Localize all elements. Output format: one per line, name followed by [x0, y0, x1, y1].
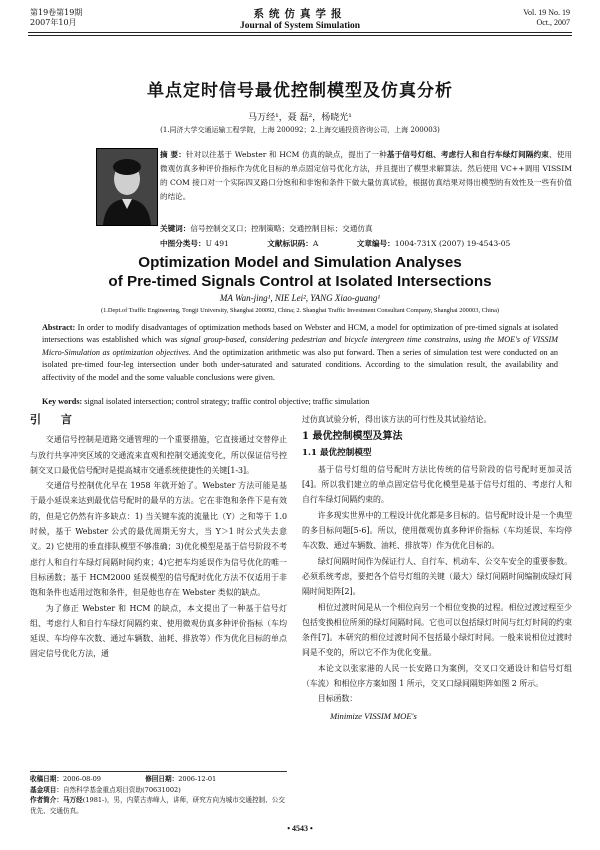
- intro-paragraph-3: 为了修正 Webster 和 HCM 的缺点，本文提出了一种基于信号灯组、考虑行人和自行车绿灯间隔约束、使用微观仿真多种评价指标（车均延误、车均停车次数、通过车辆数、油耗、排放等）作为优化目标的单点固定信号优化方法，通: [30, 603, 287, 659]
- author-bio-text: (1981-)，男，内蒙古赤峰人，讲师，研究方向为城市交通控制、公交优先、交通仿真。: [30, 796, 285, 815]
- authors-cn: 马万经¹，聂 磊²，杨晓光¹: [248, 113, 352, 123]
- paper-title-en: [0, 253, 600, 291]
- abstract-cn-bold: 基于信号灯组、考虑行人和自行车绿灯间隔约束: [386, 150, 549, 159]
- article-no-label: 文章编号：: [356, 239, 395, 248]
- abstract-cn-label: 摘 要：: [160, 150, 186, 159]
- abstract-en-italic: signal group-based, considering pedestrian and bicycle intergreen time constrains, using the MOE's of VISSIM Micro-Simulation as optimization objectives: [42, 335, 558, 357]
- abstract-en-text-1: In order to modify disadvantages of optimization methods based on Webster and HCM, a model for optimization of pre-timed signals at isolated intersections was established which was: [42, 323, 558, 345]
- journal-name-cn: 系统仿真学报: [253, 8, 347, 20]
- header-right: [523, 8, 570, 28]
- classification-cn: [160, 238, 572, 250]
- keywords-en: [42, 396, 558, 408]
- clc-label: 中图分类号：: [160, 239, 206, 248]
- intro-paragraph-2: 交通信号控制优化早在 1958 年就开始了。Webster 方法可能是基于最小延误来达到最优信号配时的最早的方法。它在非饱和条件下是有效的，但是它仍然有许多缺点：1) 当关键车流的流量比（Y）之和等于 1.0 时候，基于 Webster 公式的最优周期无穷大，当 Y＞1 时公式失去意义。2) 它使用的垂直排队模型不够准确；3)优化模型是基于信号阶段不考虑行人和自行车绿灯间隔时间约束；4)它把车均延误作为信号优化的唯一目标函数；基于 HCM2000 延误模型的信号配时优化方法不仅适用于非饱和条件也适用过饱和条件，但是他也存在 Webster 类似的缺点。: [30, 481, 287, 598]
- paper-title-en-line-1: Optimization Model and Simulation Analyses: [138, 254, 462, 271]
- keywords-cn-label: 关键词：: [160, 224, 191, 233]
- author-photo-image: [97, 149, 157, 225]
- keywords-en-text: signal isolated intersection; control strategy; traffic control objective; traffic simulation: [82, 397, 370, 406]
- received-date: 2006-08-09: [62, 775, 101, 783]
- intro-paragraph-1: 交通信号控制是道路交通管理的一个重要措施，它直接通过交替停止与放行共享冲突区域的交通流来直观和控制交通流变化，所以保证信号控制交叉口最优信号配时是提高城市交通系统使捷性的关键[1-3]。: [30, 435, 287, 475]
- objective-equation: Minimize VISSIM MOE's: [330, 710, 417, 721]
- paper-title-en-line-2: of Pre-timed Signals Control at Isolated Intersections: [108, 273, 492, 290]
- footnote-author: [30, 795, 287, 816]
- section-paragraph-5: 本论文以张家港的人民一长安路口为案例，交叉口交通设计和信号灯组（车流）和相位序方案如图 1 所示，交叉口绿间隔矩阵如图 2 所示。: [302, 663, 572, 689]
- section-1-heading: 1 最优控制模型及算法: [302, 431, 403, 443]
- left-column: [30, 412, 287, 662]
- footnote-dates: [30, 774, 287, 785]
- journal-name-en: Journal of System Simulation: [239, 21, 361, 31]
- footnote-fund: [30, 785, 287, 796]
- header-rule: [28, 32, 572, 33]
- keywords-cn: [160, 223, 572, 235]
- revised-date: 2006-12-01: [178, 775, 217, 783]
- header-rule-2: [28, 35, 572, 36]
- intro-heading: 引 言: [30, 413, 80, 426]
- abstract-cn-text-2: 、使用微观仿真多种评价指标作为优化目标的单点固定信号优化方法，并且提出了模型求解算法。然后使用 VC++调用 VISSIM 的 COM 接口对一个实际四叉路口分饱和和非饱和条件下做大量仿真试验，根据仿真结果对得出模型的有效性及一些有价值的结论。: [160, 150, 573, 201]
- author-bio-label: 作者简介：: [30, 796, 63, 804]
- section-paragraph-2: 许多现实世界中的工程设计优化都是多目标的。信号配时设计是一个典型的多目标问题[5-6]。所以，使用微观仿真多种评价指标（车均延误、车均停车次数、通过车辆数、油耗、排放等）作为优化目标的。: [302, 510, 572, 551]
- page-number: • 4543 •: [287, 824, 313, 833]
- abstract-en-text-2: . And the optimization arithmetic was also put forward. Then a series of simulation test were conducted on an isolated pre-timed four-leg intersection under both under-saturated and saturated conditions. According to the simulation result, the availability and affectivity of the model and the some valuable conclusions were given.: [42, 347, 558, 382]
- keywords-cn-text: 信号控制交叉口；控制策略；交通控制目标；交通仿真: [190, 224, 373, 233]
- author-photo: [96, 148, 158, 226]
- footnote: [30, 774, 287, 816]
- vol-issue-cn: 第19卷第19期: [30, 8, 83, 17]
- date-cn: 2007年10月: [30, 18, 77, 27]
- received-label: 收稿日期：: [30, 775, 63, 783]
- authors-en: MA Wan-jing¹, NIE Lei², YANG Xiao-guang¹: [219, 293, 381, 303]
- abstract-en-label: Abstract:: [42, 323, 76, 332]
- paper-title-cn: 单点定时信号最优控制模型及仿真分析: [147, 81, 453, 101]
- doc-code-value: A: [312, 239, 319, 248]
- fund-text: 自然科学基金重点项目资助(70631002): [62, 785, 181, 794]
- abstract-cn-text-1: 针对以往基于 Webster 和 HCM 仿真的缺点，提出了一种: [185, 150, 387, 159]
- objective-label: 目标函数：: [317, 694, 358, 704]
- section-paragraph-4: 相位过渡时间是从一个相位向另一个相位变换的过程。相位过渡过程至少包括变换相位所须的绿灯间隔时间。它也可以包括绿灯时间与红灯时间的约束条件[7]。本研究的相位过渡时间不包括最小绿灯时间。一般来说相位过渡时间是不变的，所以它不作为优化变量。: [302, 602, 572, 658]
- author-bio-name: 马万经: [62, 796, 83, 804]
- section-1-1-heading: 1.1 最优控制模型: [302, 447, 372, 458]
- affiliation-en: (1.Dept.of Traffic Engineering, Tongji University, Shanghai 200092, China; 2. Shanghai Traffic Investment Consultant Company, Shanghai 200003, China): [100, 307, 500, 314]
- right-column: [302, 412, 572, 724]
- abstract-en: [42, 322, 558, 384]
- abstract-cn: [160, 148, 572, 204]
- section-paragraph-1: 基于信号灯组的信号配时方法比传统的信号阶段的信号配时更加灵活[4]。所以我们建立的单点固定信号优化模型是基于信号灯组的、考虑行人和自行车绿灯间隔约束的。: [302, 464, 572, 505]
- keywords-en-label: Key words:: [42, 397, 83, 406]
- article-no-value: 1004-731X (2007) 19-4543-05: [394, 239, 511, 248]
- affiliation-cn: (1.同济大学交通运输工程学院，上海 200092；2.上海交通投资咨询公司，上海 200003): [160, 126, 440, 134]
- fund-label: 基金项目：: [30, 785, 63, 794]
- footnote-rule: [30, 771, 287, 772]
- intro-continuation: 过仿真试验分析，得出该方法的可行性及其试验结论。: [302, 415, 492, 424]
- revised-label: 修回日期：: [145, 775, 179, 783]
- date-en: Oct., 2007: [536, 18, 570, 27]
- vol-issue-en: Vol. 19 No. 19: [523, 8, 570, 17]
- clc-value: U 491: [205, 239, 229, 248]
- section-paragraph-3: 绿灯间隔时间作为保证行人、自行车、机动车、公交车安全的重要参数。必须系统考虑，要把各个信号灯组的关键（最大）绿灯间隔时间编制成绿灯间隔时间矩阵[2]。: [302, 556, 572, 597]
- doc-code-label: 文献标识码：: [267, 239, 313, 248]
- header-center: [0, 6, 600, 31]
